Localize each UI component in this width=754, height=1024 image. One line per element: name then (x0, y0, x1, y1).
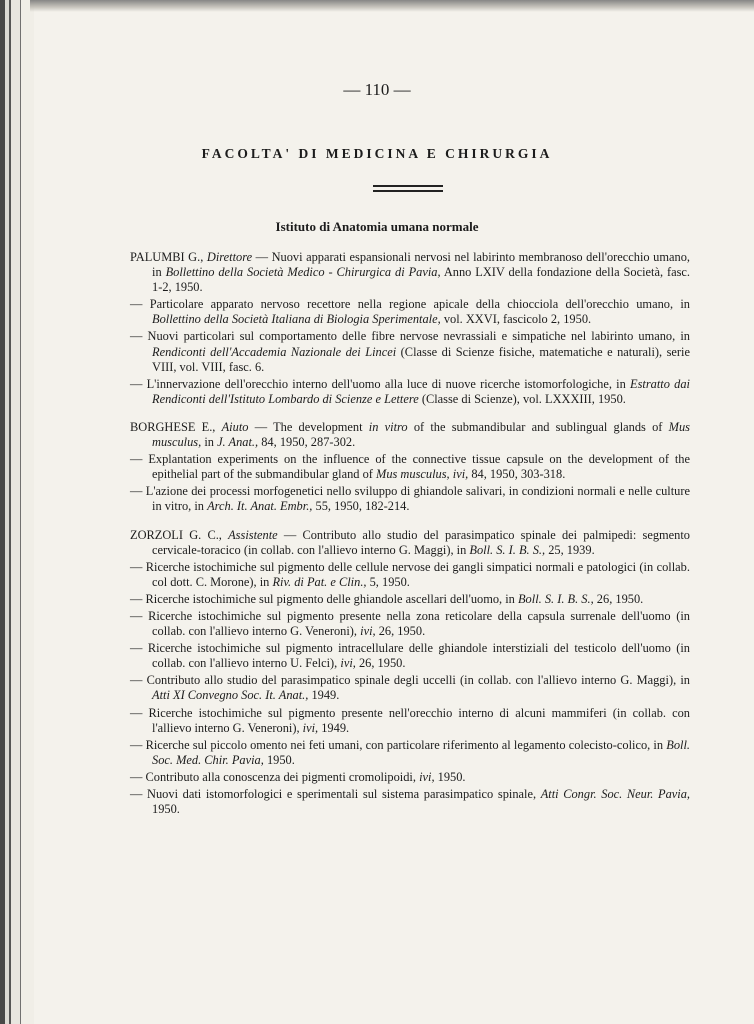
entry-text: Contributo alla conoscenza dei pigmenti cromolipoidi, (145, 769, 420, 784)
entry-role: Aiuto (221, 419, 249, 434)
entry-text: Nuovi dati istomorfologici e sperimentali sul sistema parasimpatico spinale, (147, 787, 541, 801)
entry-lead: — (130, 559, 146, 574)
entry-text: L'azione dei processi morfogenetici nello sviluppo di ghiandole salivari, in condizioni normali e nelle culture in vitro, in (145, 484, 690, 514)
entry-role: Assistente (228, 527, 278, 542)
entry-lead: — (130, 705, 149, 720)
entry-text: — The development (248, 419, 369, 434)
entry-lead: — (130, 673, 147, 688)
entry-text: Particolare apparato nervoso recettore nella regione apicale della chiocciola dell'orecchio umano, in (149, 297, 690, 312)
entry-lead: — (130, 452, 149, 467)
faculty-heading: FACOLTA' DI MEDICINA E CHIRURGIA (201, 146, 553, 161)
entry-lead: ZORZOLI G. C., (130, 527, 229, 542)
entry-journal: Bollettino della Società Italiana di Biologia Sperimentale, (152, 312, 441, 327)
entry-tail: 1950. (263, 752, 295, 767)
bibliography-entry (130, 592, 690, 607)
entry-text: Ricerche istochimiche sul pigmento delle ghiandole ascellari dell'uomo, in (145, 591, 518, 606)
entry-lead: — (130, 591, 146, 606)
entry-tail: 1950. (152, 802, 180, 817)
entry-tail: 84, 1950, 303-318. (468, 467, 566, 482)
entry-journal3: J. Anat., (217, 435, 259, 450)
entry-journal: Bollettino della Società Medico - Chirurgica di Pavia, (165, 265, 441, 280)
entry-journal: Arch. It. Anat. Embr., (207, 499, 313, 514)
entry-tail: 1949. (308, 688, 340, 703)
bibliography-entry (130, 560, 690, 590)
entry-journal: Boll. S. I. B. S., (517, 591, 594, 606)
institute-heading: Istituto di Anatomia umana normale (275, 219, 479, 234)
entry-journal: Atti XI Convegno Soc. It. Anat., (152, 688, 309, 703)
bibliography-entry (130, 452, 690, 482)
entry-journal: Atti Congr. Soc. Neur. Pavia, (540, 787, 690, 801)
entry-journal: in vitro (368, 419, 408, 434)
entry-lead: — (130, 769, 146, 784)
entry-text: Ricerche istochimiche sul pigmento delle cellule nervose dei gangli simpatici normali e patologici (in collab. col dott. C. Morone), in (145, 559, 690, 589)
page-number: — 110 — (343, 80, 411, 99)
entry-tail: 25, 1939. (545, 542, 595, 557)
entry-role: Direttore (206, 250, 253, 264)
bibliography-entry (130, 250, 690, 295)
entry-lead: — (130, 608, 149, 623)
bibliography-entry (130, 609, 690, 639)
entry-text: Ricerche istochimiche sul pigmento intracellulare delle ghiandole interstiziali del testicolo dell'uomo (in collab. con l'allievo interno U. Felci), (147, 641, 690, 671)
bibliography-entry (130, 738, 690, 768)
author-section (130, 250, 690, 407)
bibliography-entry (130, 770, 690, 785)
entry-tail: Anno LXIV della fondazione della Società, fasc. 1-2, 1950. (152, 265, 691, 295)
entry-journal: ivi, (360, 624, 376, 639)
entry-tail: (Classe di Scienze fisiche, matematiche e naturali), serie VIII, vol. VIII, fasc. 6. (152, 344, 690, 374)
entry-journal: Rendiconti dell'Accademia Nazionale dei Lincei (152, 344, 397, 359)
entry-tail: 26, 1950. (375, 624, 426, 639)
entry-tail: 55, 1950, 182-214. (312, 499, 410, 514)
author-section (130, 528, 690, 818)
entry-journal: Boll. S. I. B. S., (469, 542, 546, 557)
entry-tail: 5, 1950. (366, 574, 410, 589)
entry-text: Nuovi particolari sul comportamento delle fibre nervose nevrassiali e simpatiche nel labirinto umano, in (147, 329, 690, 344)
entry-journal: ivi, (302, 720, 319, 735)
entry-tail: of the submandibular and sublingual glands of (407, 419, 669, 434)
divider-rule-bottom (373, 190, 443, 192)
entry-text: — Nuovi apparati espansionali nervosi nel labirinto membranoso dell'orecchio umano, in (152, 250, 690, 280)
bibliography-entry (130, 377, 690, 407)
entry-tail: 26, 1950. (593, 591, 644, 606)
bibliography-entry (130, 641, 690, 671)
entry-journal: ivi, (419, 769, 435, 784)
entry-text: — Contributo allo studio del parasimpatico spinale dei palmipedi: segmento cervicale-toracico (in collab. con l'allievo interno G. Maggi), in (152, 527, 690, 557)
entry-tail: vol. XXVI, fascicolo 2, 1950. (440, 312, 592, 327)
entry-lead: — (130, 484, 146, 499)
entry-lead: — (130, 641, 148, 656)
bibliography-entry (130, 484, 690, 514)
entry-journal: ivi, (340, 656, 356, 671)
bibliography-entry (130, 706, 690, 736)
author-section (130, 420, 690, 515)
bibliography-entry (130, 528, 690, 558)
entry-tail: 26, 1950. (355, 656, 406, 671)
entry-journal: Boll. Soc. Med. Chir. Pavia, (152, 737, 690, 767)
entry-lead: — (130, 737, 146, 752)
entry-text: L'innervazione dell'orecchio interno dell'uomo alla luce di nuove ricerche istomorfologiche, in (146, 376, 631, 391)
entry-lead: PALUMBI G., (130, 250, 207, 264)
divider-rule-top (373, 185, 443, 187)
bibliography (130, 250, 690, 830)
entry-lead: — (130, 297, 150, 312)
entry-text: Explantation experiments on the influence of the connective tissue capsule on the development of the epithelial part of the submandibular gland of (148, 452, 690, 482)
entry-tail: 1950. (434, 769, 466, 784)
bibliography-entry (130, 787, 690, 817)
entry-text: Ricerche sul piccolo omento nei feti umani, con particolare riferimento al legamento colecisto-colico, in (145, 737, 667, 752)
entry-tail: (Classe di Scienze), vol. LXXXIII, 1950. (418, 391, 626, 406)
entry-journal2: Mus musculus, (152, 419, 690, 450)
entry-tail: 1949. (318, 720, 350, 735)
bibliography-entry (130, 329, 690, 374)
entry-lead: — (130, 787, 148, 801)
entry-text: Contributo allo studio del parasimpatico spinale degli uccelli (in collab. con l'allievo interno G. Maggi), in (146, 673, 690, 688)
entry-lead: — (130, 376, 147, 391)
entry-journal: Riv. di Pat. e Clin., (272, 574, 367, 589)
bibliography-entry (130, 673, 690, 703)
page-top-shadow (30, 0, 754, 12)
bibliography-entry (130, 297, 690, 327)
entry-journal: Estratto dai Rendiconti dell'Istituto Lombardo di Scienze e Lettere (152, 376, 690, 406)
entry-lead: — (130, 329, 148, 344)
entry-lead: BORGHESE E., (130, 419, 222, 434)
entry-journal: Mus musculus, ivi, (376, 467, 469, 482)
entry-text: Ricerche istochimiche sul pigmento presente nell'orecchio interno di alcuni mammiferi (in collab. con l'allievo interno G. Veneroni), (148, 705, 690, 735)
bibliography-entry (130, 420, 690, 450)
entry-text: Ricerche istochimiche sul pigmento presente nella zona reticolare della capsula surrenale dell'uomo (in collab. con l'allievo interno G. Veneroni), (148, 608, 690, 639)
entry-tail3: 84, 1950, 287-302. (258, 435, 356, 450)
entry-tail2: in (201, 435, 218, 450)
